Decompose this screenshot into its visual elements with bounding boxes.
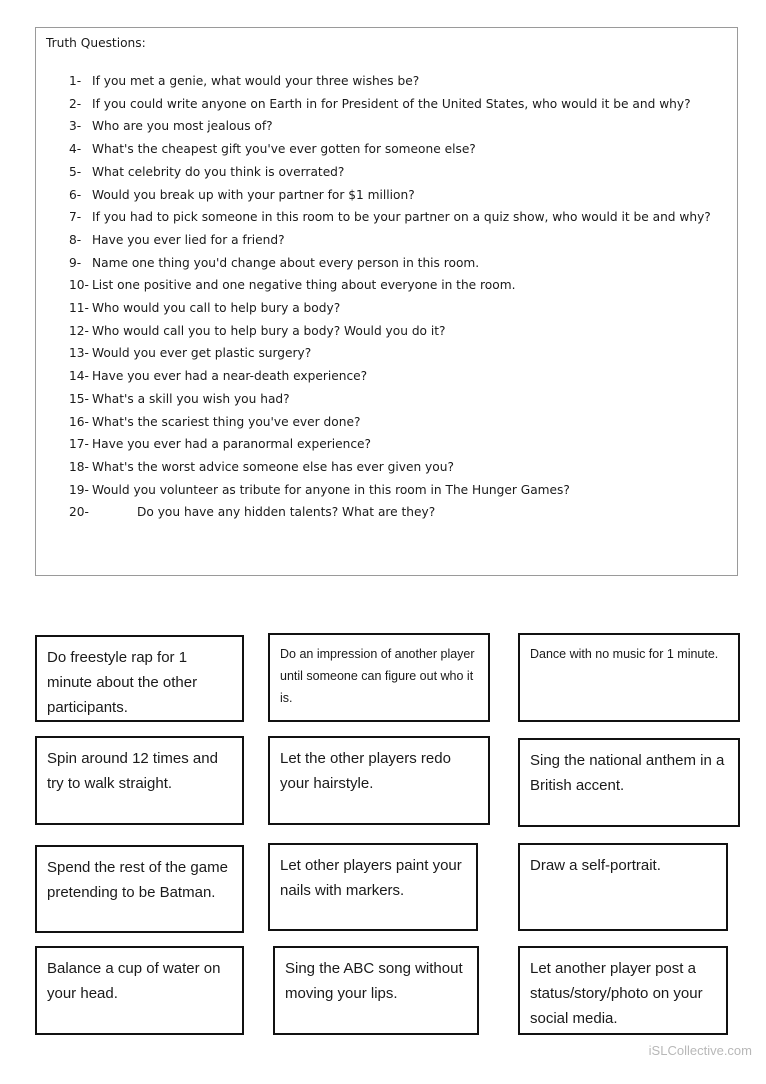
dare-text: Sing the national anthem in a British accent.: [530, 752, 725, 794]
dare-text: Sing the ABC song without moving your lips.: [285, 960, 463, 1002]
truth-question: [69, 297, 729, 320]
dare-card: [35, 845, 244, 933]
question-number: 20-: [69, 505, 89, 520]
truth-question: [69, 138, 729, 161]
dare-card: [518, 633, 740, 722]
dare-text: Spend the rest of the game pretending to be Batman.: [47, 859, 228, 901]
truth-question: [69, 479, 729, 502]
truth-question: [69, 161, 729, 184]
question-text: Who would call you to help bury a body? Would you do it?: [92, 323, 446, 338]
question-number: 6-: [69, 187, 82, 202]
dare-card: [268, 843, 478, 931]
question-text: What's the scariest thing you've ever done?: [92, 414, 361, 429]
question-text: Do you have any hidden talents? What are they?: [137, 505, 436, 520]
dare-card: [35, 946, 244, 1035]
truth-question: [69, 184, 729, 207]
truth-question: [69, 229, 729, 252]
question-text: Who would you call to help bury a body?: [92, 301, 341, 316]
truth-question: [69, 115, 729, 138]
truth-question: [69, 252, 729, 275]
question-number: 18-: [69, 459, 89, 474]
truth-question: [69, 388, 729, 411]
dare-card: [518, 843, 728, 931]
truth-question: [69, 93, 729, 116]
question-number: 11-: [69, 301, 89, 316]
question-number: 17-: [69, 437, 89, 452]
question-number: 14-: [69, 369, 89, 384]
question-number: 8-: [69, 232, 82, 247]
dare-card: [35, 736, 244, 825]
question-text: Have you ever lied for a friend?: [92, 232, 285, 247]
question-text: Would you volunteer as tribute for anyone in this room in The Hunger Games?: [92, 482, 570, 497]
question-number: 2-: [69, 96, 82, 111]
question-text: List one positive and one negative thing about everyone in the room.: [92, 278, 516, 293]
truth-question: [69, 433, 729, 456]
dare-card: [518, 738, 740, 827]
dare-text: Balance a cup of water on your head.: [47, 960, 221, 1002]
truth-question: [69, 456, 729, 479]
truth-question: [69, 501, 729, 524]
question-text: Have you ever had a near-death experience?: [92, 369, 368, 384]
truth-question: [69, 411, 729, 434]
question-text: Have you ever had a paranormal experience?: [92, 437, 372, 452]
dare-text: Do an impression of another player until someone can figure out who it is.: [280, 647, 475, 705]
dare-card: [268, 633, 490, 722]
truth-question: [69, 342, 729, 365]
truth-question: [69, 274, 729, 297]
question-text: Would you break up with your partner for $1 million?: [92, 187, 415, 202]
question-number: 5-: [69, 164, 82, 179]
question-number: 1-: [69, 74, 82, 88]
watermark: iSLCollective.com: [648, 1043, 752, 1058]
truth-question: [69, 70, 729, 93]
question-text: What's the cheapest gift you've ever gotten for someone else?: [92, 142, 476, 157]
truth-question: [69, 206, 729, 229]
question-number: 13-: [69, 346, 89, 361]
dare-card: [35, 635, 244, 722]
question-number: 16-: [69, 414, 89, 429]
dare-text: Spin around 12 times and try to walk straight.: [47, 750, 218, 792]
dare-card: [268, 736, 490, 825]
question-number: 19-: [69, 482, 89, 497]
dare-text: Draw a self-portrait.: [530, 857, 661, 874]
dare-text: Let other players paint your nails with markers.: [280, 857, 462, 899]
question-text: What's a skill you wish you had?: [92, 391, 290, 406]
question-text: What celebrity do you think is overrated?: [92, 164, 345, 179]
dare-text: Let another player post a status/story/photo on your social media.: [530, 960, 703, 1027]
truth-question-list: [69, 70, 729, 524]
question-number: 12-: [69, 323, 89, 338]
dare-card: [518, 946, 728, 1035]
question-number: 15-: [69, 391, 89, 406]
question-number: 10-: [69, 278, 89, 293]
question-text: What's the worst advice someone else has ever given you?: [92, 459, 454, 474]
truth-questions-box: [35, 27, 738, 576]
question-number: 4-: [69, 142, 82, 157]
question-text: Would you ever get plastic surgery?: [92, 346, 312, 361]
truth-question: [69, 320, 729, 343]
dare-text: Do freestyle rap for 1 minute about the other participants.: [47, 649, 198, 716]
question-text: Name one thing you'd change about every person in this room.: [92, 255, 480, 270]
question-number: 7-: [69, 210, 82, 225]
question-text: If you could write anyone on Earth in for President of the United States, who would it be and why?: [92, 96, 691, 111]
dare-text: Let the other players redo your hairstyle.: [280, 750, 451, 792]
question-number: 9-: [69, 255, 82, 270]
question-text: If you had to pick someone in this room to be your partner on a quiz show, who would it be and why?: [92, 210, 711, 225]
question-text: Who are you most jealous of?: [92, 119, 273, 134]
question-text: If you met a genie, what would your three wishes be?: [92, 74, 420, 88]
dare-card: [273, 946, 479, 1035]
truth-heading: Truth Questions:: [46, 36, 146, 50]
truth-question: [69, 365, 729, 388]
question-number: 3-: [69, 119, 82, 134]
dare-text: Dance with no music for 1 minute.: [530, 647, 719, 661]
